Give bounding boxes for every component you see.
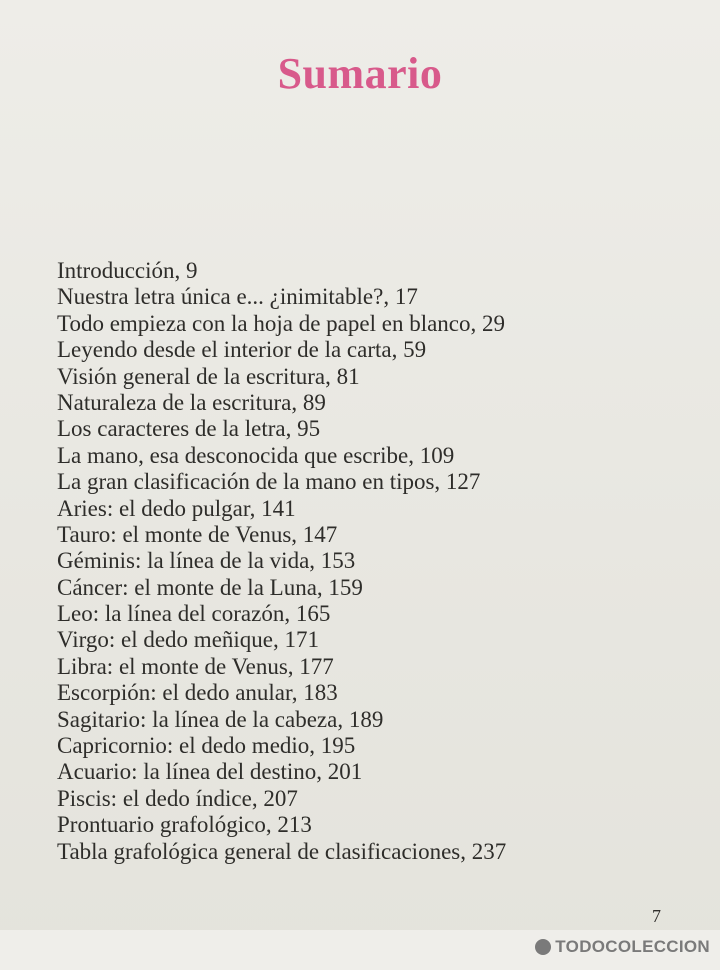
toc-entry: Naturaleza de la escritura, 89 xyxy=(57,389,326,415)
watermark-logo-icon xyxy=(535,939,551,955)
toc-entry: Escorpión: el dedo anular, 183 xyxy=(57,680,338,706)
toc-entry: Nuestra letra única e... ¿inimitable?, 17 xyxy=(57,284,418,310)
page-number: 7 xyxy=(652,906,661,926)
toc-entry: Visión general de la escritura, 81 xyxy=(57,363,360,389)
toc-entry: Acuario: la línea del destino, 201 xyxy=(57,759,363,785)
table-of-contents xyxy=(57,258,506,865)
toc-entry: Sagitario: la línea de la cabeza, 189 xyxy=(57,706,384,732)
toc-entry: Libra: el monte de Venus, 177 xyxy=(57,653,334,679)
toc-entry: Géminis: la línea de la vida, 153 xyxy=(57,548,356,574)
toc-entry: Prontuario grafológico, 213 xyxy=(57,812,312,838)
toc-entry: Introducción, 9 xyxy=(57,258,198,283)
toc-entry: Cáncer: el monte de la Luna, 159 xyxy=(57,574,363,600)
toc-entry: La mano, esa desconocida que escribe, 109 xyxy=(57,442,455,468)
toc-entry: Aries: el dedo pulgar, 141 xyxy=(57,495,296,521)
toc-entry: Leyendo desde el interior de la carta, 59 xyxy=(57,337,427,363)
toc-entry: Tabla grafológica general de clasificaciones, 237 xyxy=(57,838,507,864)
toc-entry: Todo empieza con la hoja de papel en blanco, 29 xyxy=(57,310,505,336)
toc-entry: Tauro: el monte de Venus, 147 xyxy=(57,521,338,547)
toc-entry: Capricornio: el dedo medio, 195 xyxy=(57,733,356,759)
toc-entry: Los caracteres de la letra, 95 xyxy=(57,416,321,442)
watermark xyxy=(535,937,710,957)
toc-entry: Piscis: el dedo índice, 207 xyxy=(57,785,298,811)
page-title: Sumario xyxy=(277,49,443,98)
toc-entry: Leo: la línea del corazón, 165 xyxy=(57,601,331,627)
toc-entry: Virgo: el dedo meñique, 171 xyxy=(57,627,320,653)
watermark-text: TODOCOLECCION xyxy=(555,937,710,956)
toc-entry: La gran clasificación de la mano en tipos, 127 xyxy=(57,469,481,495)
